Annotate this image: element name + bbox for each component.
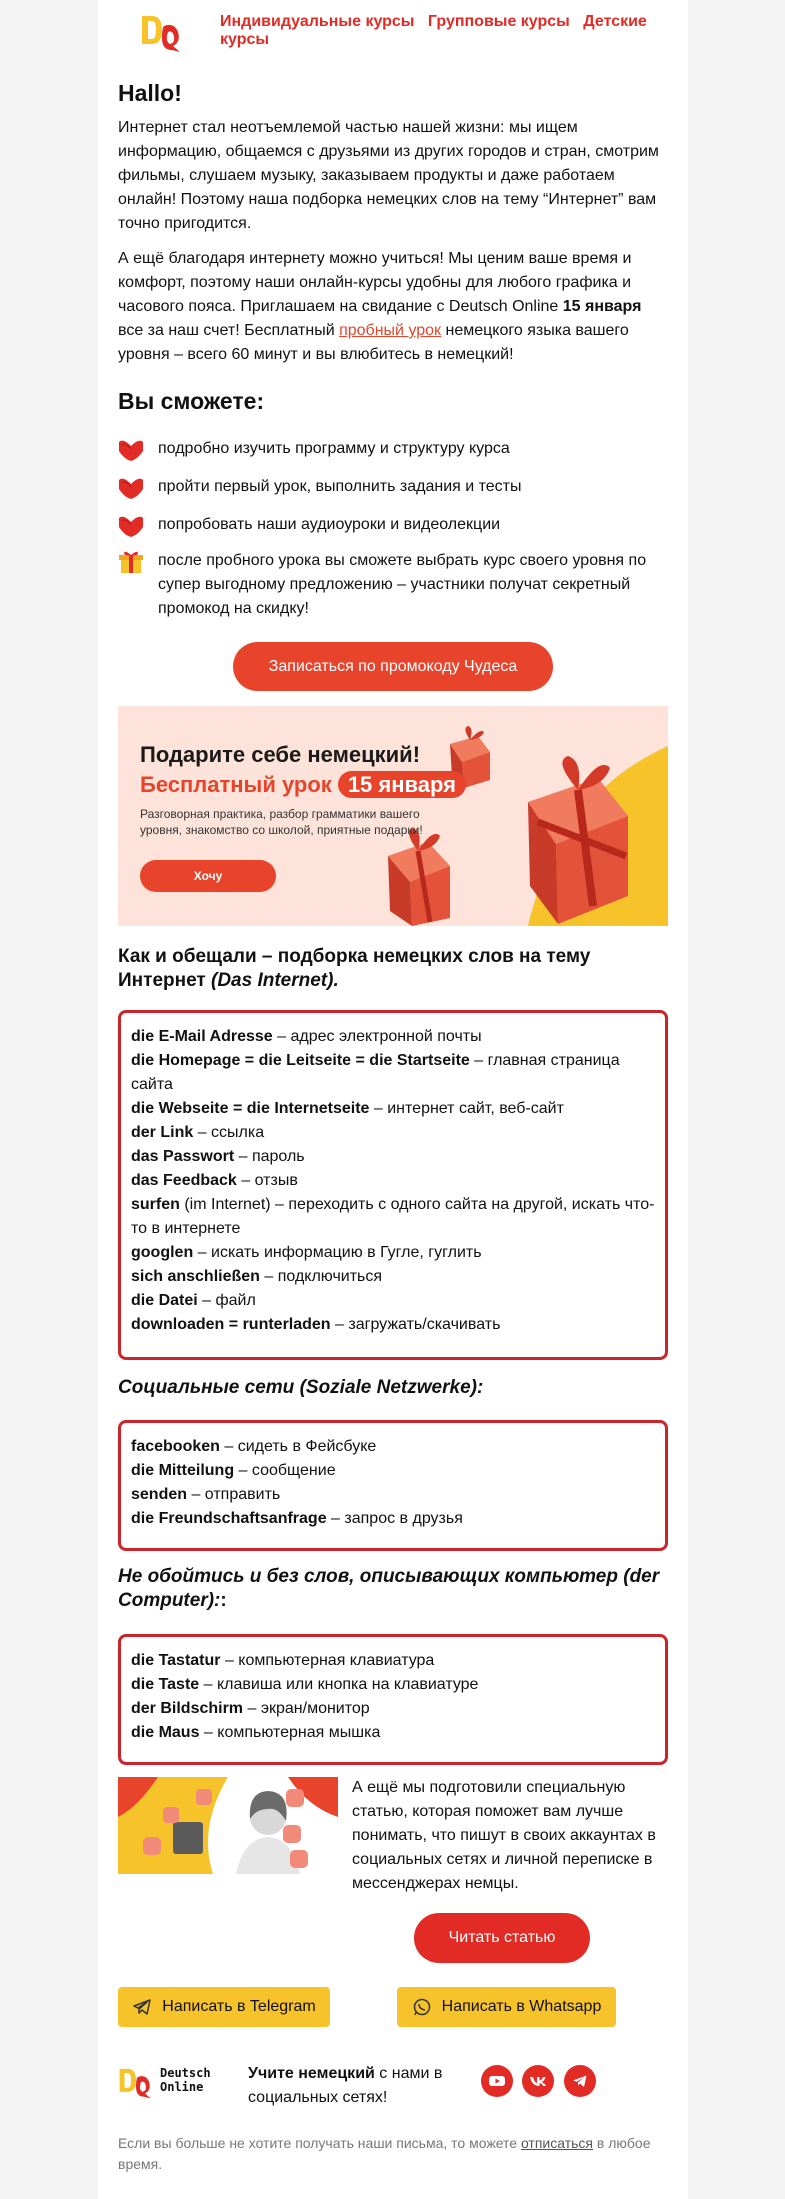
word-ru: – адрес электронной почты [272, 1028, 482, 1045]
heart-icon [118, 513, 144, 539]
word-de: die Maus [131, 1724, 200, 1741]
list-item [131, 1097, 655, 1121]
telegram-icon [132, 1997, 152, 2017]
heart-icon [118, 475, 144, 501]
gift-icon [118, 549, 144, 575]
footer-text-bold: Учите немецкий [248, 2065, 375, 2082]
whatsapp-icon [412, 1997, 432, 2017]
word-ru: – компьютерная мышка [199, 1724, 381, 1741]
word-ru: – файл [197, 1292, 256, 1309]
intro-text-c: немецкого языка вашего уровня – всего 60 минут и вы влюбитесь в немецкий! [118, 322, 629, 363]
word-ru: – сидеть в Фейсбуке [219, 1438, 377, 1455]
nav-group-courses[interactable]: Групповые курсы [427, 13, 570, 30]
word-ru: – пароль [234, 1148, 305, 1165]
vk-icon [529, 2072, 547, 2090]
intro-date: 15 января [562, 298, 642, 315]
computer-section-title [118, 1565, 668, 1613]
word-ru: – главная страница сайта [131, 1052, 620, 1093]
banner-subtitle-text: Бесплатный урок [140, 772, 332, 797]
list-item [131, 1169, 655, 1193]
list-item [131, 1193, 655, 1241]
word-ru: (im Internet) – переходить с одного сайта на другой, искать что-то в интернете [131, 1196, 655, 1237]
telegram-button[interactable] [118, 1987, 330, 2027]
intro-text-a: А ещё благодаря интернету можно учиться! Мы ценим ваше время и комфорт, поэтому наши онлайн-курсы удобны для любого графика и часового пояса. Приглашаем на свидание с Deutsch Online [118, 250, 632, 315]
word-ru: – интернет сайт, веб-сайт [369, 1100, 564, 1117]
list-item [131, 1313, 655, 1337]
word-ru: – отправить [187, 1486, 281, 1503]
list-item [118, 437, 668, 463]
footer-logo-line1: Deutsch [160, 2066, 211, 2080]
banner-title: Подарите себе немецкий! [140, 742, 421, 767]
word-de: der Bildschirm [131, 1700, 244, 1717]
promo-banner[interactable] [118, 706, 668, 926]
footer-text-rest: с нами в социальных сетях! [248, 2065, 443, 2106]
telegram-icon [571, 2072, 589, 2090]
telegram-label: Написать в Telegram [162, 1998, 316, 2015]
computer-title-tail: : [220, 1590, 227, 1611]
nav-kids-courses[interactable]: Детские курсы [220, 13, 647, 48]
intro-paragraph-1: Интернет стал неотъемлемой частью нашей жизни: мы ищем информацию, общаемся с друзьями из других городов и стран, смотрим фильмы, слушаем музыку, заказываем продукты и даже работаем онлайн! Поэтому наша подборка немецких слов на тему “Интернет” вам точно пригодится. [118, 119, 659, 232]
logo-icon [118, 2064, 154, 2100]
read-article-button[interactable]: Читать статью [414, 1913, 590, 1963]
list-item [131, 1145, 655, 1169]
word-de: senden [131, 1486, 188, 1503]
heart-icon [118, 437, 144, 463]
internet-vocab-box [118, 1010, 668, 1360]
benefit-text: подробно изучить программу и структуру курса [158, 440, 510, 457]
word-de: die Tastatur [131, 1652, 221, 1669]
whatsapp-label: Написать в Whatsapp [441, 1998, 602, 2015]
social-section-title: Социальные сети (Soziale Netzwerke): [118, 1377, 484, 1398]
social-vocab-box [118, 1420, 668, 1551]
nav-menu [220, 13, 670, 49]
list-item [131, 1265, 655, 1289]
list-item [118, 513, 668, 539]
youtube-button[interactable] [481, 2065, 513, 2097]
list-item [131, 1025, 655, 1049]
article-description: А ещё мы подготовили специальную статью, которая поможет вам лучше понимать, что пишут в своих аккаунтах в социальных сетях и личной переписке в мессенджерах немцы. [352, 1779, 656, 1892]
unsubscribe-note [118, 2133, 668, 2175]
unsubscribe-link[interactable]: отписаться [520, 2135, 594, 2151]
word-de: die Mitteilung [131, 1462, 235, 1479]
list-item [131, 1507, 655, 1531]
email-body [98, 0, 688, 2199]
nav-individual-courses[interactable]: Индивидуальные курсы [220, 13, 415, 30]
list-item [131, 1721, 655, 1745]
word-de: facebooken [131, 1438, 220, 1455]
word-ru: – ссылка [193, 1124, 265, 1141]
word-de: die Datei [131, 1292, 198, 1309]
banner-want-button[interactable]: Хочу [140, 860, 276, 892]
benefit-text: попробовать наши аудиоуроки и видеолекции [158, 516, 501, 533]
word-ru: – экран/монитор [243, 1700, 370, 1717]
footer-logo[interactable] [118, 2062, 228, 2102]
article-image[interactable] [118, 1777, 338, 1874]
word-de: die E-Mail Adresse [131, 1028, 273, 1045]
word-de: die Freundschaftsanfrage [131, 1510, 327, 1527]
list-item [131, 1673, 655, 1697]
word-de: die Homepage = die Leitseite = die Startseite [131, 1052, 470, 1069]
vk-button[interactable] [522, 2065, 554, 2097]
telegram-social-button[interactable] [564, 2065, 596, 2097]
word-ru: – подключиться [259, 1268, 383, 1285]
word-ru: – загружать/скачивать [330, 1316, 501, 1333]
word-de: surfen [131, 1196, 180, 1213]
word-de: das Passwort [131, 1148, 235, 1165]
list-item [118, 549, 668, 621]
promo-signup-button[interactable]: Записаться по промокоду Чудеса [233, 642, 553, 691]
word-de: die Webseite = die Internetseite [131, 1100, 370, 1117]
word-de: die Taste [131, 1676, 200, 1693]
word-ru: – искать информацию в Гугле, гуглить [193, 1244, 482, 1261]
whatsapp-button[interactable] [397, 1987, 616, 2027]
word-ru: – компьютерная клавиатура [220, 1652, 435, 1669]
benefit-text: после пробного урока вы сможете выбрать курс своего уровня по супер выгодному предложению – участники получат секретный промокод на скидку! [158, 552, 647, 617]
intro-paragraph-2 [118, 247, 668, 367]
list-item [131, 1435, 655, 1459]
footer-logo-line2: Online [160, 2080, 204, 2094]
word-de: das Feedback [131, 1172, 237, 1189]
list-item [131, 1483, 655, 1507]
list-item [118, 475, 668, 501]
unsub-text-b: в любое время. [118, 2135, 651, 2172]
word-ru: – сообщение [234, 1462, 336, 1479]
word-ru: – запрос в друзья [326, 1510, 463, 1527]
banner-date-badge: 15 января [338, 771, 466, 798]
list-item [131, 1049, 655, 1097]
logo-icon[interactable] [140, 12, 184, 52]
internet-title-text: Как и обещали – подборка немецких слов на тему Интернет [118, 946, 591, 991]
list-item [131, 1459, 655, 1483]
list-item [131, 1649, 655, 1673]
greeting: Hallo! [118, 80, 182, 106]
trial-lesson-link[interactable]: пробный урок [339, 322, 442, 339]
footer-social-text [248, 2062, 478, 2110]
unsub-text-a: Если вы больше не хотите получать наши письма, то можете [118, 2135, 521, 2151]
intro-text-b: все за наш счет! Бесплатный [118, 322, 340, 339]
computer-title-italic: Не обойтись и без слов, описывающих компьютер (der Computer): [118, 1566, 660, 1611]
internet-section-title [118, 945, 668, 993]
word-ru: – клавиша или кнопка на клавиатуре [199, 1676, 479, 1693]
list-item [131, 1697, 655, 1721]
banner-description: Разговорная практика, разбор грамматики вашего уровня, знакомство со школой, приятные подарки! [140, 807, 423, 837]
word-de: der Link [131, 1124, 194, 1141]
computer-vocab-box [118, 1634, 668, 1765]
list-item [131, 1121, 655, 1145]
banner-subtitle [140, 772, 466, 798]
benefit-text: пройти первый урок, выполнить задания и тесты [158, 478, 522, 495]
word-de: googlen [131, 1244, 194, 1261]
list-item [131, 1289, 655, 1313]
youtube-icon [488, 2072, 506, 2090]
list-item [131, 1241, 655, 1265]
word-ru: – отзыв [236, 1172, 298, 1189]
internet-title-italic: (Das Internet). [211, 970, 339, 991]
word-de: downloaden = runterladen [131, 1316, 331, 1333]
social-media-illustration [118, 1777, 338, 1874]
benefits-title: Вы сможете: [118, 388, 265, 414]
word-de: sich anschließen [131, 1268, 260, 1285]
